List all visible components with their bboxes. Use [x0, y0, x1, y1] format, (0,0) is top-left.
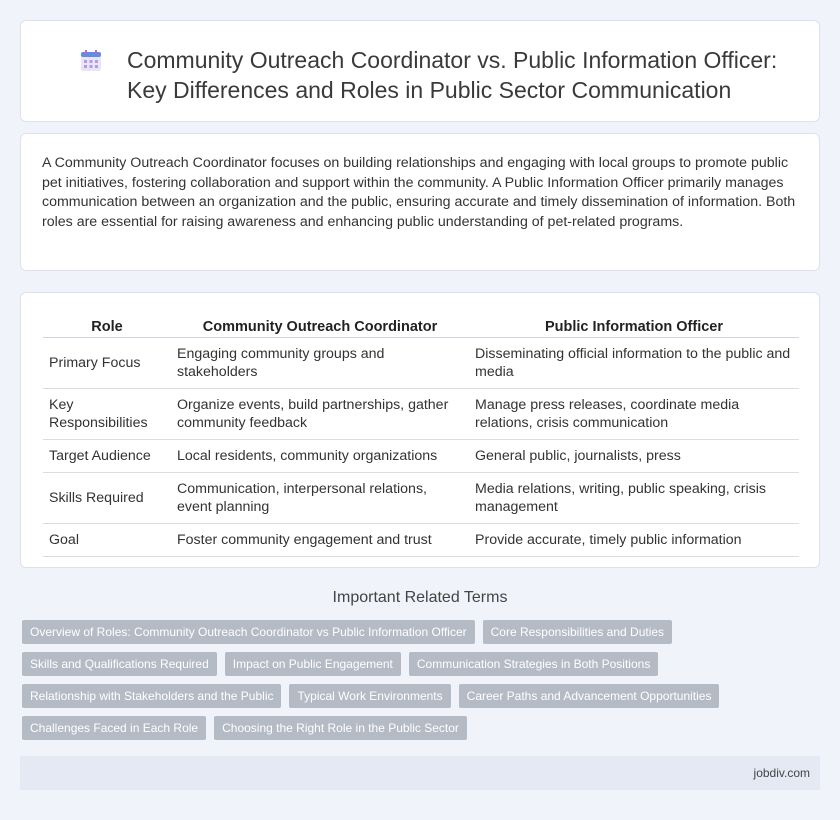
officer-cell: Provide accurate, timely public information	[469, 523, 799, 556]
comparison-table-card	[20, 292, 820, 568]
related-terms-heading: Important Related Terms	[332, 589, 508, 606]
term-row	[22, 620, 822, 644]
coordinator-cell: Engaging community groups and stakeholders	[171, 337, 469, 388]
term-row	[22, 684, 822, 708]
table-row	[43, 472, 799, 523]
row-label: Primary Focus	[43, 337, 171, 388]
related-term-tag[interactable]: Core Responsibilities and Duties	[483, 620, 672, 644]
coordinator-cell: Communication, interpersonal relations, event planning	[171, 472, 469, 523]
row-label: Skills Required	[43, 472, 171, 523]
row-label: Target Audience	[43, 439, 171, 472]
intro-card	[20, 133, 820, 271]
related-term-tag[interactable]: Overview of Roles: Community Outreach Coordinator vs Public Information Officer	[22, 620, 475, 644]
related-term-tag[interactable]: Career Paths and Advancement Opportunities	[459, 684, 720, 708]
footer	[20, 756, 820, 790]
table-row	[43, 337, 799, 388]
table-row	[43, 439, 799, 472]
intro-paragraph: A Community Outreach Coordinator focuses on building relationships and engaging with local groups to promote public pet initiatives, fostering collaboration and support within the community. A Public Information Officer primarily manages communication between an organization and the public, ensuring accurate and timely dissemination of information. Both roles are essential for raising awareness and enhancing public understanding of pet-related programs.	[42, 155, 796, 230]
table-header-row	[43, 317, 799, 337]
term-row	[22, 716, 822, 740]
row-label: Goal	[43, 523, 171, 556]
officer-cell: Disseminating official information to the public and media	[469, 337, 799, 388]
table-row	[43, 523, 799, 556]
related-term-tag[interactable]: Choosing the Right Role in the Public Sector	[214, 716, 467, 740]
coordinator-cell: Organize events, build partnerships, gather community feedback	[171, 388, 469, 439]
related-term-tag[interactable]: Typical Work Environments	[289, 684, 450, 708]
related-term-tag[interactable]: Challenges Faced in Each Role	[22, 716, 206, 740]
row-label: Key Responsibilities	[43, 388, 171, 439]
related-term-tag[interactable]: Communication Strategies in Both Positions	[409, 652, 658, 676]
coordinator-cell: Local residents, community organizations	[171, 439, 469, 472]
related-term-tag[interactable]: Impact on Public Engagement	[225, 652, 401, 676]
title-row	[81, 45, 811, 105]
related-term-tag[interactable]: Skills and Qualifications Required	[22, 652, 217, 676]
table-row	[43, 388, 799, 439]
officer-cell: Manage press releases, coordinate media relations, crisis communication	[469, 388, 799, 439]
title-card	[20, 20, 820, 122]
column-header-officer: Public Information Officer	[469, 317, 799, 337]
coordinator-cell: Foster community engagement and trust	[171, 523, 469, 556]
term-row	[22, 652, 822, 676]
related-terms-list	[22, 620, 822, 748]
comparison-table	[43, 317, 799, 557]
page-title: Community Outreach Coordinator vs. Public Information Officer: Key Differences and Roles in Public Sector Communication	[127, 47, 778, 103]
column-header-role: Role	[43, 317, 171, 337]
calendar-icon	[79, 49, 103, 73]
related-term-tag[interactable]: Relationship with Stakeholders and the Public	[22, 684, 281, 708]
officer-cell: General public, journalists, press	[469, 439, 799, 472]
footer-site-link[interactable]: jobdiv.com	[753, 766, 810, 780]
officer-cell: Media relations, writing, public speaking, crisis management	[469, 472, 799, 523]
column-header-coordinator: Community Outreach Coordinator	[171, 317, 469, 337]
